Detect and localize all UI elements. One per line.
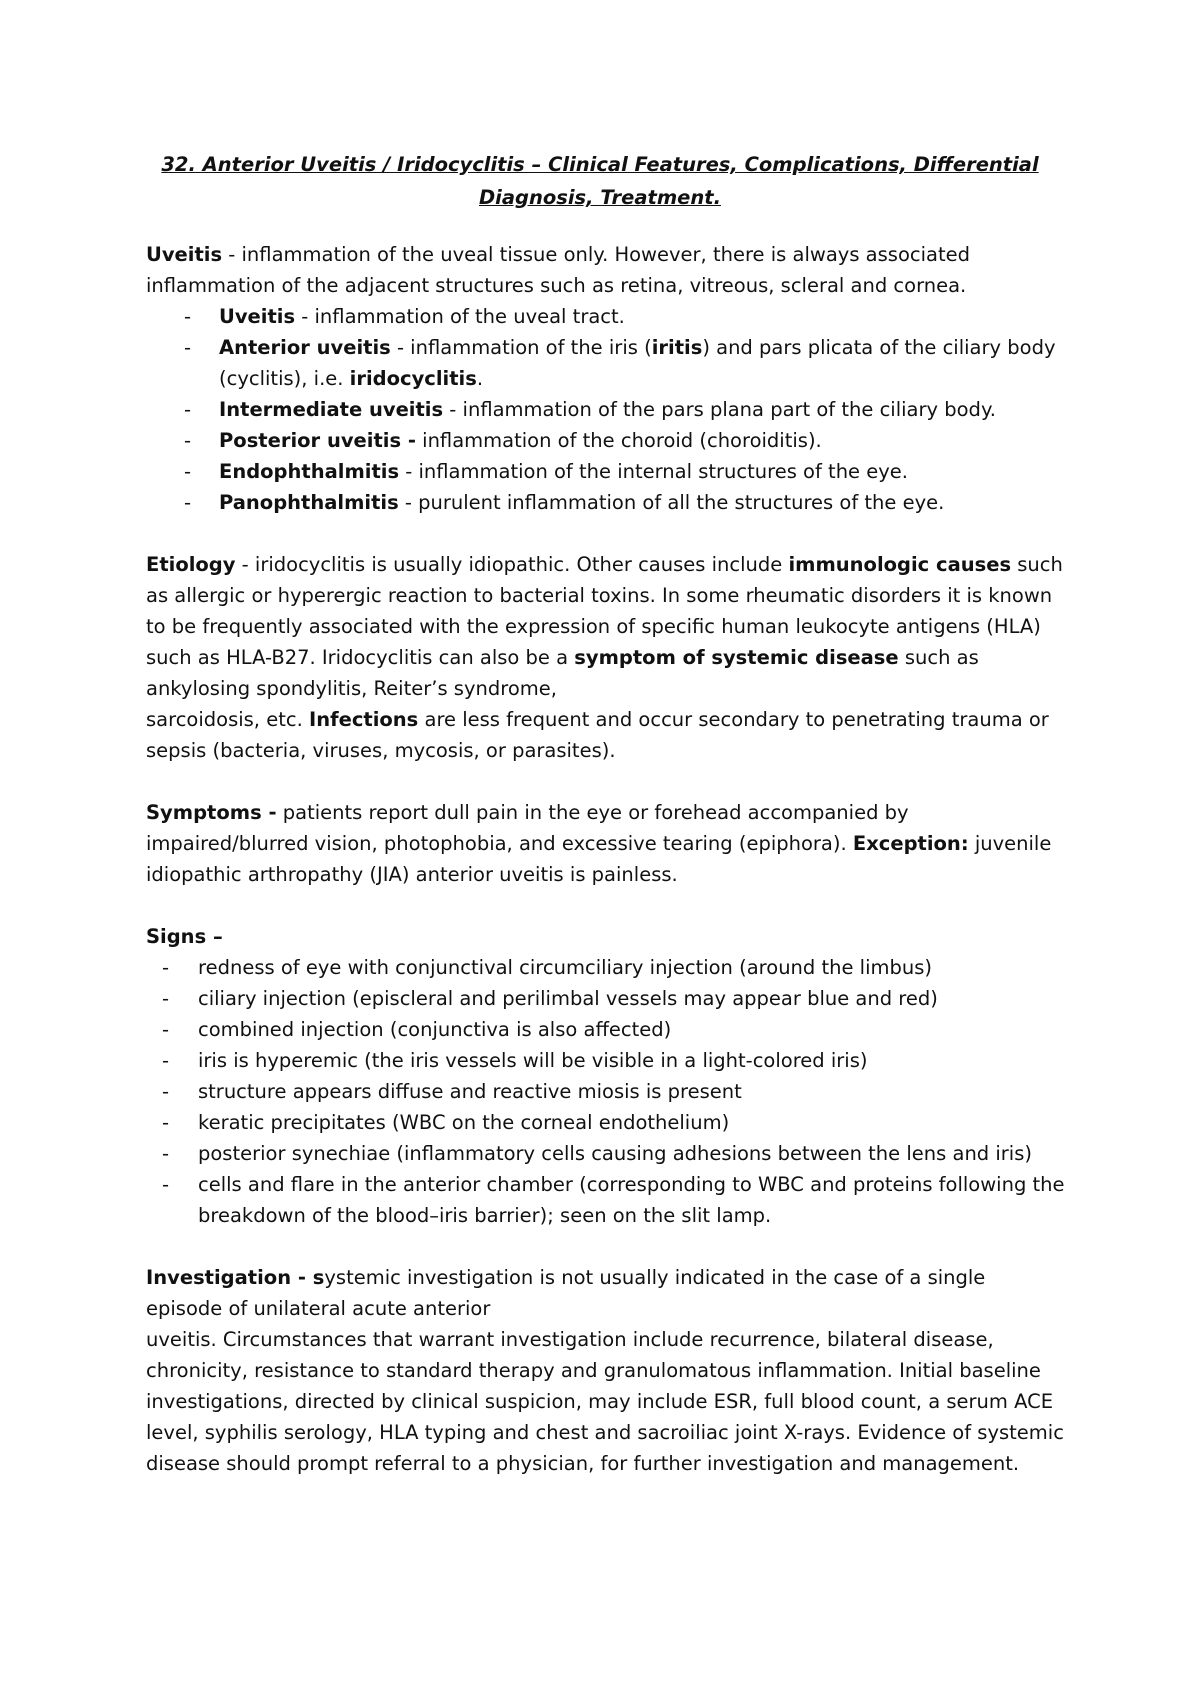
definition-term: Endophthalmitis [219,460,400,483]
list-item [146,394,1066,425]
list-item [146,425,1066,456]
definition-term: Uveitis [219,305,296,328]
list-item [146,456,1066,487]
definition-text: - inflammation of the pars plana part of the ciliary body. [443,398,996,421]
definition-term: Panophthalmitis [219,491,399,514]
definition-term: iridocyclitis [349,367,477,390]
list-item: - combined injection (conjunctiva is also affected) [146,1014,1066,1045]
list-item: - iris is hyperemic (the iris vessels will be visible in a light-colored iris) [146,1045,1066,1076]
symptoms-paragraph [146,797,1066,890]
uveitis-types-list [146,301,1066,518]
definition-term: Posterior uveitis - [219,429,416,452]
definition-text: - inflammation of the uveal tract. [295,305,625,328]
signs-heading [146,921,1066,952]
etiology-text: - iridocyclitis is usually idiopathic. Other causes include [235,553,789,576]
etiology-bold: symptom of systemic disease [574,646,899,669]
symptoms-text: juvenile idiopathic arthropathy (JIA) anterior uveitis is painless. [146,832,1052,886]
uveitis-paragraph [146,239,1066,301]
symptoms-term: Symptoms - [146,801,277,824]
symptoms-bold: Exception: [852,832,969,855]
list-item: - keratic precipitates (WBC on the corneal endothelium) [146,1107,1066,1138]
list-item [146,301,1066,332]
list-item: - ciliary injection (episcleral and perilimbal vessels may appear blue and red) [146,983,1066,1014]
document-body [146,239,1066,1479]
investigation-paragraph-cont: uveitis. Circumstances that warrant investigation include recurrence, bilateral disease, chronicity, resistance to standard therapy and granulomatous inflammation. Initial baseline investigations, directed by clinical suspicion, may include ESR, full blood count, a serum ACE level, syphilis serology, HLA typing and chest and sacroiliac joint X-rays. Evidence of systemic disease should prompt referral to a physician, for further investigation and management. [146,1328,1064,1475]
definition-term: iritis [651,336,703,359]
spacer [146,890,1066,921]
etiology-term: Etiology [146,553,236,576]
page-title [140,148,1060,214]
list-item: - posterior synechiae (inflammatory cells causing adhesions between the lens and iris) [146,1138,1066,1169]
etiology-bold: Infections [308,708,419,731]
uveitis-text: - inflammation of the uveal tissue only. However, there is always associated inflammation of the adjacent structures such as retina, vitreous, scleral and cornea. [146,243,970,297]
list-item [146,487,1066,518]
etiology-text: sarcoidosis, etc. [146,708,309,731]
definition-text: - purulent inflammation of all the structures of the eye. [398,491,945,514]
definition-text: - inflammation of the iris ( [390,336,652,359]
signs-term: Signs – [146,925,223,948]
investigation-text: ystemic investigation is not usually indicated in the case of a single episode of unilateral acute anterior [146,1266,986,1320]
title-line-2: Diagnosis, Treatment. [479,186,721,209]
list-item: - cells and flare in the anterior chamber (corresponding to WBC and proteins following the breakdown of the blood–iris barrier); seen on the slit lamp. [146,1169,1066,1231]
definition-text: inflammation of the choroid (choroiditis). [415,429,822,452]
definition-text: . [476,367,484,390]
investigation-term: Investigation - s [146,1266,325,1289]
definition-term: Anterior uveitis [219,336,391,359]
etiology-paragraph [146,549,1066,704]
etiology-bold: immunologic causes [788,553,1012,576]
list-item [146,332,1066,394]
list-item: - structure appears diffuse and reactive miosis is present [146,1076,1066,1107]
etiology-paragraph-cont [146,704,1066,766]
uveitis-term: Uveitis [146,243,223,266]
spacer [146,518,1066,549]
spacer [146,766,1066,797]
etiology-text: such as allergic or hyperergic reaction to bacterial toxins. In some rheumatic disorders it is known to be frequently associated with the expression of specific human leukocyte antigens (HLA) such as HLA-B27. Iridocyclitis can also be a [146,553,1063,669]
list-item: - redness of eye with conjunctival circumciliary injection (around the limbus) [146,952,1066,983]
spacer [146,1231,1066,1262]
symptoms-text: patients report dull pain in the eye or forehead accompanied by impaired/blurred vision, photophobia, and excessive tearing (epiphora). [146,801,909,855]
definition-text: ) and pars plicata of the ciliary body (cyclitis), i.e. [219,336,1056,390]
definition-text: - inflammation of the internal structures of the eye. [399,460,908,483]
title-line-1: 32. Anterior Uveitis / Iridocyclitis – Clinical Features, Complications, Differential [161,153,1039,176]
definition-term: Intermediate uveitis [219,398,444,421]
investigation-paragraph [146,1262,1066,1324]
signs-list [146,952,1066,1231]
etiology-text: such as ankylosing spondylitis, Reiter’s syndrome, [146,646,979,700]
etiology-text: are less frequent and occur secondary to penetrating trauma or sepsis (bacteria, viruses, mycosis, or parasites). [146,708,1049,762]
